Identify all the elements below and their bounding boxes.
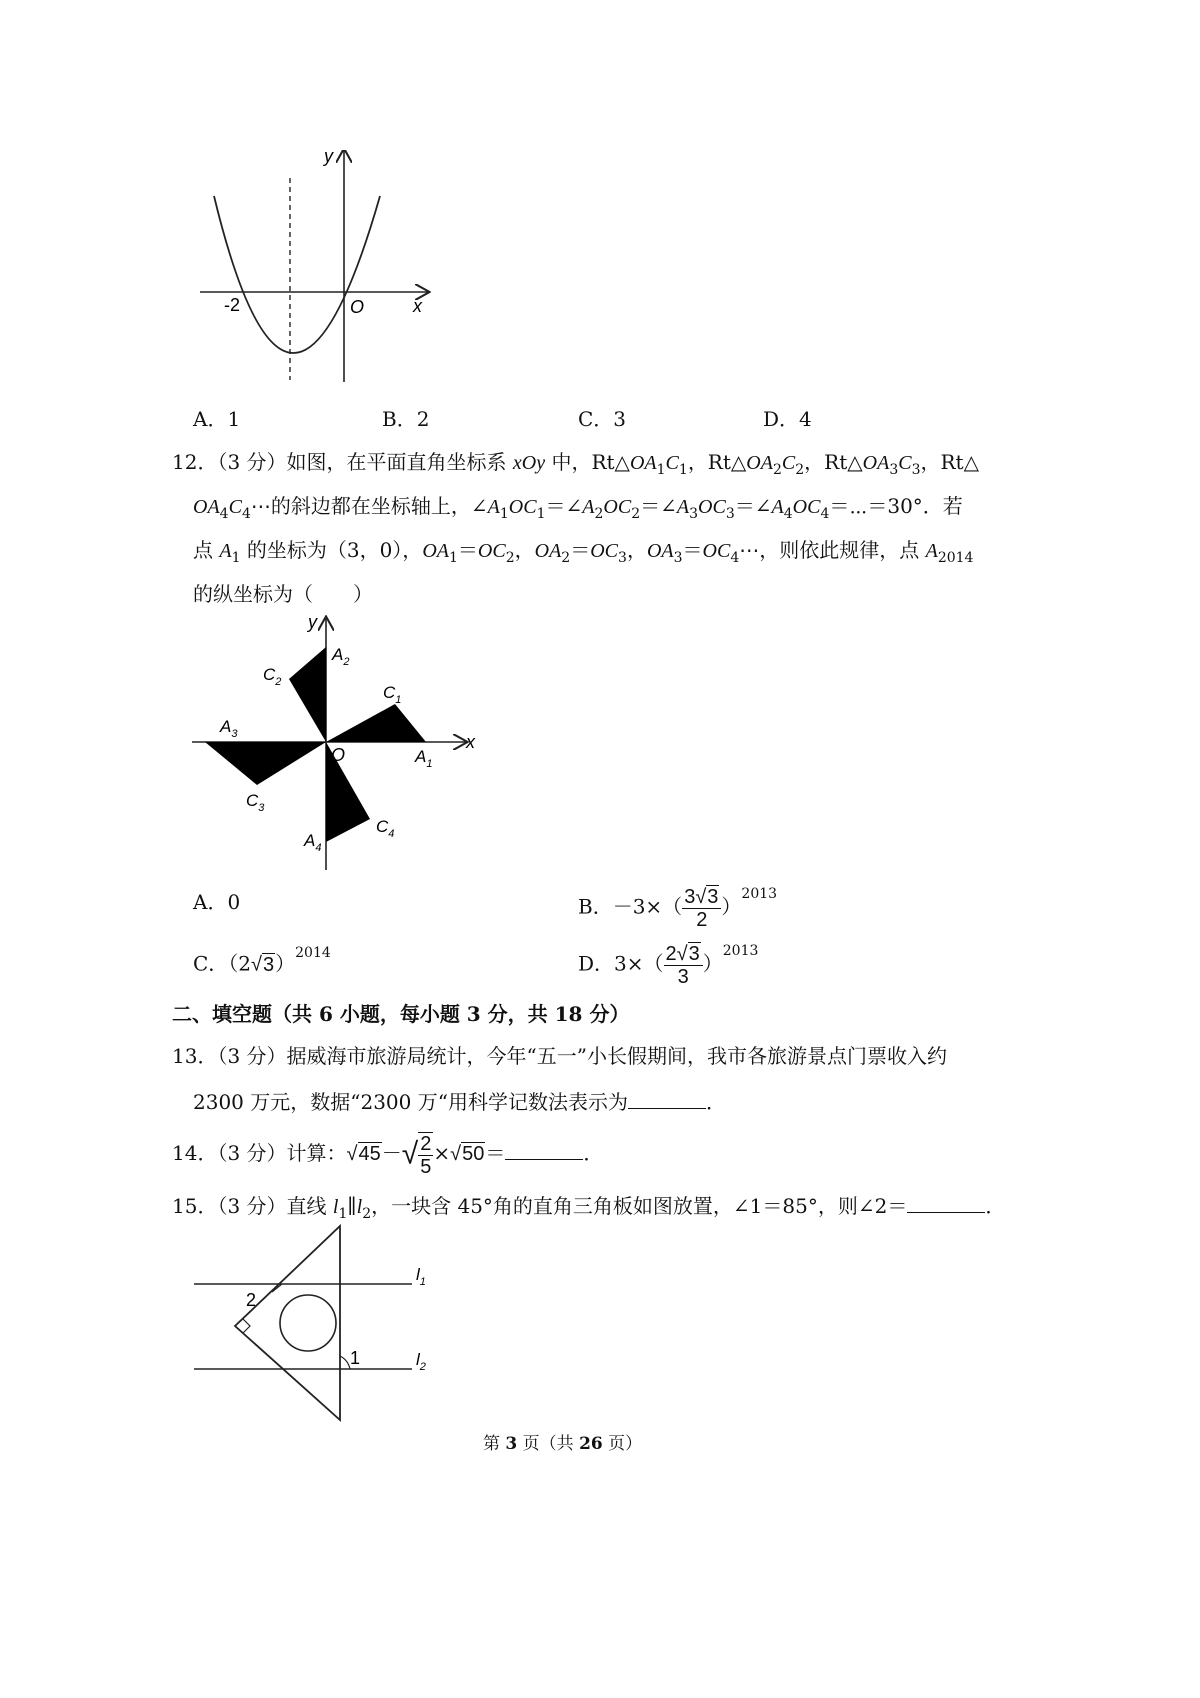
q12-line-1: 12．（3 分）如图，在平面直角坐标系 xOy 中，$Rt\triangle OA_1C_1$，$Rt\triangle OA_2C_2$，$Rt\triangle OA_3C_3$，Rt△	[172, 450, 979, 478]
label-c4	[376, 817, 394, 840]
set-square-hole	[280, 1295, 336, 1351]
origin-label: O	[331, 745, 346, 765]
triangle-oa3c3	[205, 742, 326, 785]
q12-line-3: 点 $A_1$ 的坐标为（3，0），$OA_1=OC_2$，$OA_2=OC_3$，$OA_3=OC_4\cdots$，则依此规律，点 $A_{2014}$	[193, 538, 974, 566]
q11-option-a: A．1	[193, 407, 241, 431]
y-axis-label: y	[324, 150, 333, 166]
label-a2	[331, 645, 349, 668]
label-a4	[303, 831, 321, 854]
answer-blank	[505, 1141, 583, 1160]
angle-1-label: 1	[350, 1348, 361, 1368]
q12-option-a: A．0	[193, 890, 241, 914]
option-d-fraction: $\frac{2√3}{3}$	[664, 943, 703, 988]
x-axis-label: x	[466, 732, 475, 752]
q12-option-c: C．$(2√3)^{2014}$	[193, 945, 331, 976]
y-axis-label: y	[308, 612, 317, 632]
q12-option-b: B．－3×（ $\frac{3√3}{2}$ ）$^{2013}$	[578, 885, 778, 931]
label-a1	[414, 747, 432, 770]
parabola-curve	[214, 196, 380, 353]
q14-fraction: $\frac{2}{5}$	[420, 1132, 432, 1178]
svg-text:C2: $C_2$	[263, 665, 282, 688]
figure-pinwheel	[190, 612, 490, 874]
q13-line-1: 13．（3 分）据威海市旅游局统计，今年“五一”小长假期间，我市各旅游景点门票收入约	[172, 1044, 947, 1068]
label-c3	[246, 791, 265, 814]
right-angle-mark	[243, 1319, 250, 1333]
svg-text:l1: $l_1$	[416, 1265, 426, 1288]
triangle-oa1c1	[326, 704, 426, 742]
figure-set-square	[190, 1222, 450, 1427]
label-c2	[263, 665, 281, 688]
page-footer: 第 3 页（共 26 页）	[483, 1434, 643, 1454]
angle-1-arc	[340, 1356, 350, 1369]
q14-line: 14．（3 分）计算：√45－√ $\frac{2}{5}$ ×√50＝ ．	[172, 1132, 604, 1178]
figure-parabola	[200, 150, 460, 395]
svg-text:C3: $C_3$	[246, 791, 265, 814]
answer-blank	[907, 1194, 985, 1213]
label-c1	[383, 683, 401, 706]
label-l1	[416, 1265, 426, 1288]
q11-option-d: D．4	[763, 407, 812, 431]
svg-text:C4: $C_4$	[376, 817, 395, 840]
angle-2-label: 2	[246, 1290, 257, 1310]
origin-label: O	[350, 297, 365, 317]
q12-line-4: 的纵坐标为（ ）	[193, 582, 373, 606]
q12-option-d: D．3×（ $\frac{2√3}{3}$ ）$^{2013}$	[578, 942, 759, 988]
svg-text:l2: $l_2$	[416, 1350, 426, 1373]
svg-text:A2: $A_2$	[332, 645, 350, 668]
option-b-fraction: $\frac{3√3}{2}$	[682, 886, 721, 931]
set-square	[235, 1226, 340, 1420]
svg-text:A1: $A_1$	[415, 747, 433, 770]
svg-text:A3: $A_3$	[220, 717, 238, 740]
x-axis-label: x	[413, 296, 422, 316]
q15-line: 15．（3 分）直线 $l_1\parallel l_2$，一块含 45°角的直角三角板如图放置，∠1＝85°，则∠2＝ ．	[172, 1194, 1006, 1222]
section-title: 二、填空题（共 6 小题，每小题 3 分，共 18 分）	[172, 1002, 630, 1026]
neg2-label: -2	[224, 295, 241, 315]
triangle-oa2c2	[289, 647, 326, 742]
label-l2	[416, 1350, 426, 1373]
svg-text:C1: $C_1$	[383, 683, 402, 706]
answer-blank	[628, 1090, 706, 1109]
q11-option-b: B．2	[382, 407, 430, 431]
q12-line-2: $OA_4C_4\cdots$的斜边都在坐标轴上，$\angle A_1OC_1=\angle A_2OC_2=\angle A_3OC_3=\angle A_4OC_4=\cdots=30^\circ$．若	[193, 494, 963, 522]
q13-line-2: 2300 万元，数据“2300 万“用科学记数法表示为 ．	[193, 1090, 726, 1114]
q11-option-c: C．3	[578, 407, 627, 431]
svg-text:A4: $A_4$	[304, 831, 322, 854]
label-a3	[219, 717, 238, 740]
